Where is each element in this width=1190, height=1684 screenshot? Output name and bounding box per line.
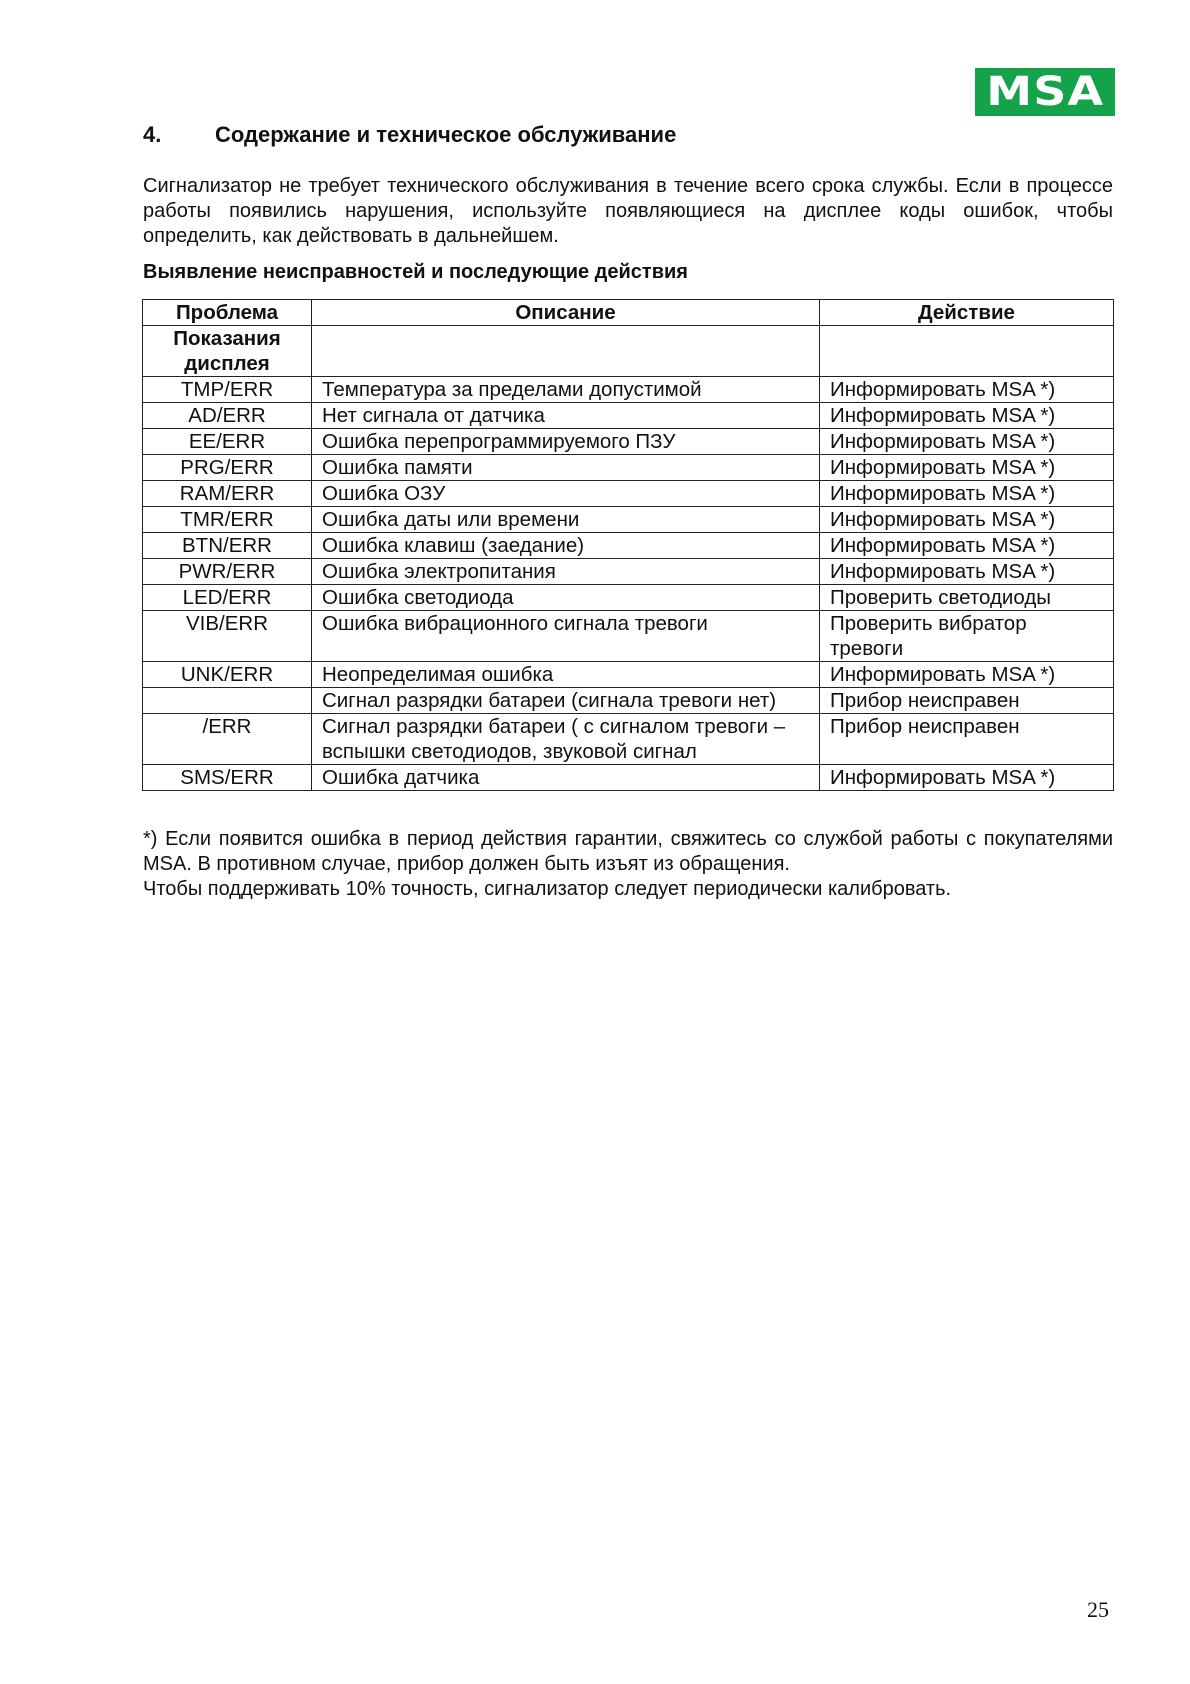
error-description: Неопределимая ошибка <box>312 662 820 688</box>
error-description: Ошибка датчика <box>312 765 820 791</box>
troubleshooting-table <box>142 299 1114 791</box>
error-action: Информировать MSA *) <box>820 765 1114 791</box>
page-number: 25 <box>1087 1597 1109 1622</box>
table-row <box>143 403 1114 429</box>
error-code: BTN/ERR <box>143 533 312 559</box>
table-row <box>143 481 1114 507</box>
subheader-display-readings: Показания дисплея <box>143 326 312 377</box>
error-code: PRG/ERR <box>143 455 312 481</box>
footnote <box>143 827 1113 902</box>
error-description: Ошибка ОЗУ <box>312 481 820 507</box>
error-code: UNK/ERR <box>143 662 312 688</box>
header-description: Описание <box>312 300 820 326</box>
error-action: Информировать MSA *) <box>820 559 1114 585</box>
error-action: Информировать MSA *) <box>820 429 1114 455</box>
subheader-empty-description <box>312 326 820 377</box>
error-code: PWR/ERR <box>143 559 312 585</box>
section-heading <box>143 122 676 148</box>
error-action: Проверить вибратор тревоги <box>820 611 1114 662</box>
table-row <box>143 533 1114 559</box>
error-description: Ошибка светодиода <box>312 585 820 611</box>
table-row <box>143 765 1114 791</box>
error-action: Прибор неисправен <box>820 714 1114 765</box>
error-description: Ошибка клавиш (заедание) <box>312 533 820 559</box>
error-action: Информировать MSA *) <box>820 403 1114 429</box>
error-action: Информировать MSA *) <box>820 533 1114 559</box>
error-code: EE/ERR <box>143 429 312 455</box>
section-title: Содержание и техническое обслуживание <box>215 122 677 147</box>
header-problem: Проблема <box>143 300 312 326</box>
error-action: Проверить светодиоды <box>820 585 1114 611</box>
error-code <box>143 688 312 714</box>
table-row <box>143 688 1114 714</box>
table-row <box>143 662 1114 688</box>
error-action: Информировать MSA *) <box>820 481 1114 507</box>
subheader-empty-action <box>820 326 1114 377</box>
error-code: SMS/ERR <box>143 765 312 791</box>
msa-logo-text: MSA <box>986 69 1104 115</box>
table-row <box>143 429 1114 455</box>
warranty-note: *) Если появится ошибка в период действия гарантии, свяжитесь со службой работы с покупателями MSA. В противном случае, прибор должен быть изъят из обращения. <box>143 828 1113 875</box>
error-description: Ошибка электропитания <box>312 559 820 585</box>
msa-logo <box>975 68 1115 116</box>
error-action: Информировать MSA *) <box>820 507 1114 533</box>
error-description: Ошибка памяти <box>312 455 820 481</box>
error-code: VIB/ERR <box>143 611 312 662</box>
error-description: Сигнал разрядки батареи ( с сигналом тревоги –вспышки светодиодов, звуковой сигнал <box>312 714 820 765</box>
error-action: Прибор неисправен <box>820 688 1114 714</box>
error-description: Температура за пределами допустимой <box>312 377 820 403</box>
table-row <box>143 611 1114 662</box>
error-code: LED/ERR <box>143 585 312 611</box>
error-code: /ERR <box>143 714 312 765</box>
error-code: TMP/ERR <box>143 377 312 403</box>
error-action: Информировать MSA *) <box>820 455 1114 481</box>
intro-paragraph: Сигнализатор не требует технического обслуживания в течение всего срока службы. Если в процессе работы появились нарушения, используйте появляющиеся на дисплее коды ошибок, чтобы определить, как действовать в дальнейшем. <box>143 175 1113 247</box>
header-action: Действие <box>820 300 1114 326</box>
error-code: AD/ERR <box>143 403 312 429</box>
table-row <box>143 377 1114 403</box>
table-row <box>143 559 1114 585</box>
table-row <box>143 714 1114 765</box>
section-number: 4. <box>143 122 162 147</box>
table-row <box>143 585 1114 611</box>
error-action: Информировать MSA *) <box>820 662 1114 688</box>
table-header-row <box>143 300 1114 326</box>
error-description: Сигнал разрядки батареи (сигнала тревоги нет) <box>312 688 820 714</box>
table-subheader-row <box>143 326 1114 377</box>
calibration-note: Чтобы поддерживать 10% точность, сигнализатор следует периодически калибровать. <box>143 878 952 900</box>
error-code: RAM/ERR <box>143 481 312 507</box>
error-code: TMR/ERR <box>143 507 312 533</box>
error-description: Ошибка вибрационного сигнала тревоги <box>312 611 820 662</box>
error-description: Ошибка даты или времени <box>312 507 820 533</box>
table-row <box>143 455 1114 481</box>
error-description: Нет сигнала от датчика <box>312 403 820 429</box>
table-row <box>143 507 1114 533</box>
error-description: Ошибка перепрограммируемого ПЗУ <box>312 429 820 455</box>
error-action: Информировать MSA *) <box>820 377 1114 403</box>
table-title: Выявление неисправностей и последующие действия <box>143 261 688 283</box>
